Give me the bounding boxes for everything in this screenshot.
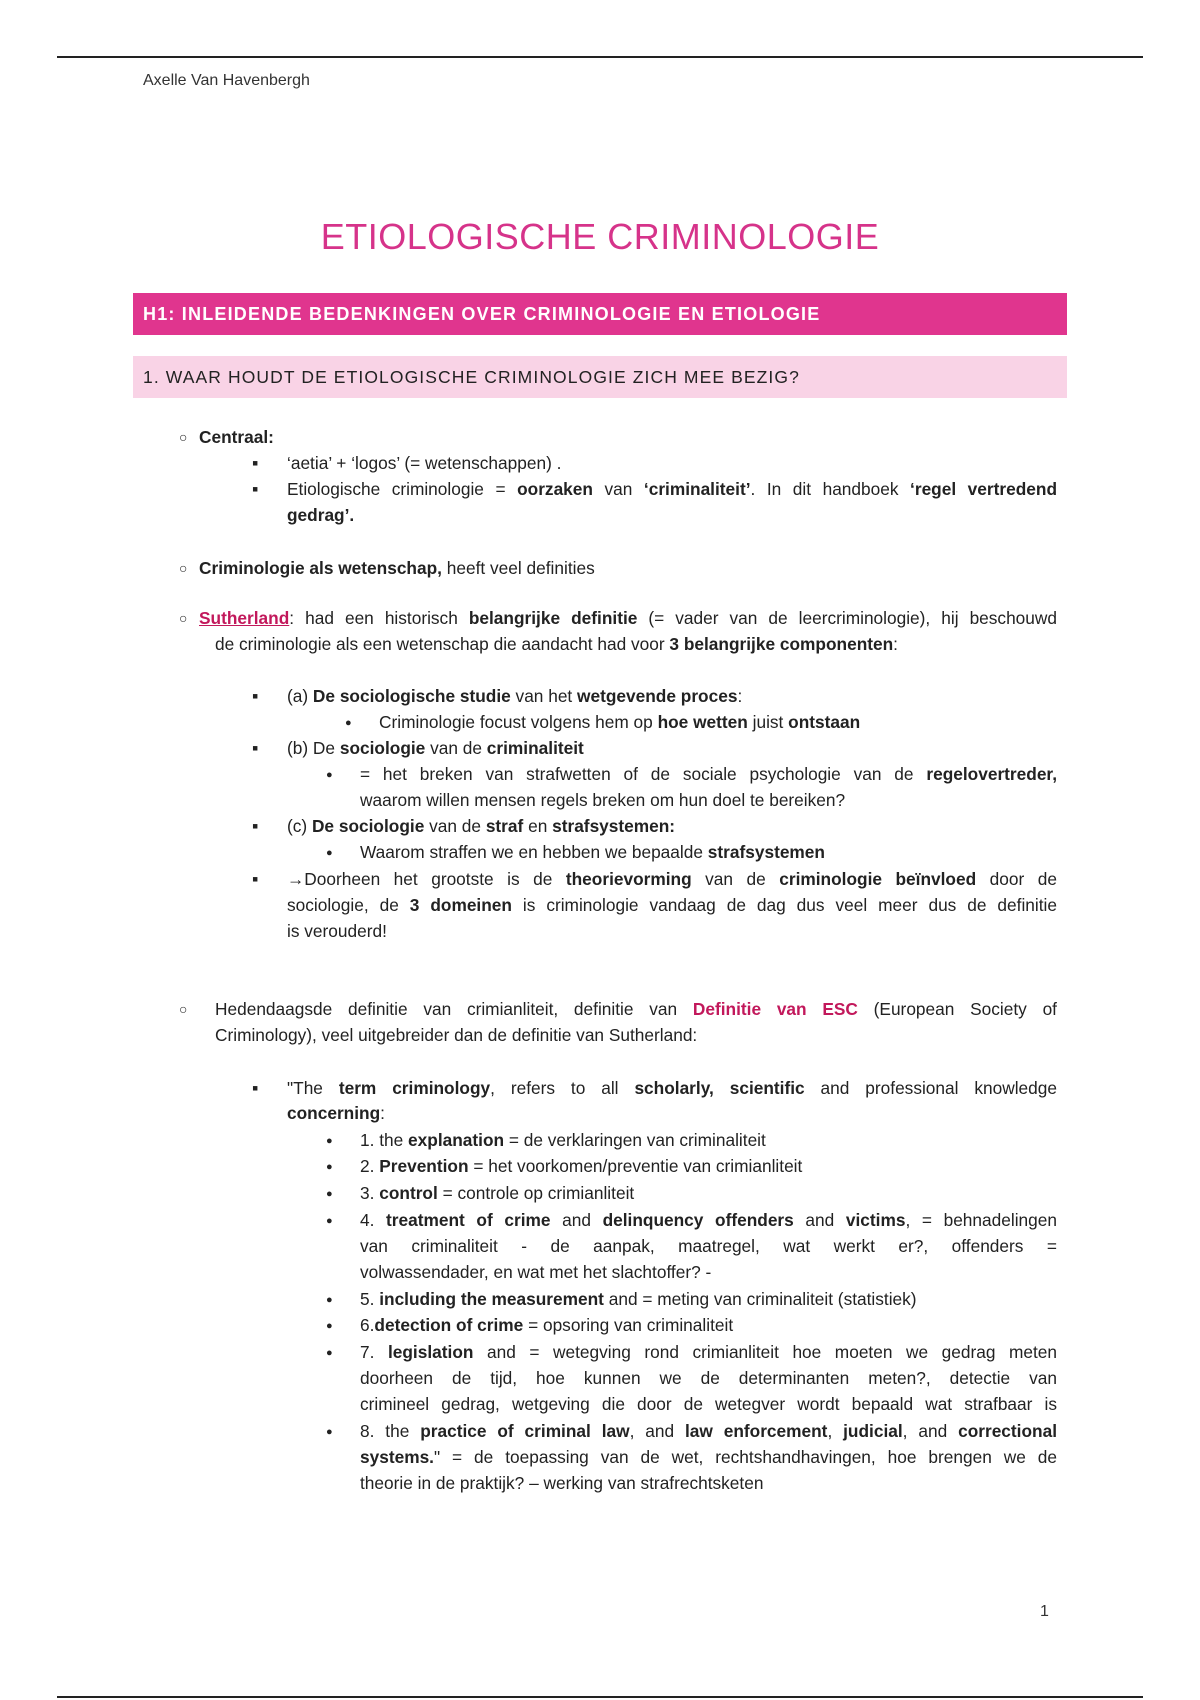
dot-bullet-icon bbox=[326, 1418, 333, 1445]
dot-bullet-icon bbox=[326, 1339, 333, 1366]
esc-item-4-cont-1: van criminaliteit - de aanpak, maatregel, wat werkt er?, offenders = bbox=[360, 1236, 1057, 1256]
esc-item-4: 4. treatment of crime and delinquency offenders and victims, = behnadelingen bbox=[360, 1210, 1057, 1230]
wetenschap-line: Criminologie als wetenschap, heeft veel definities bbox=[199, 558, 595, 578]
dot-bullet-icon bbox=[326, 1286, 333, 1313]
square-bullet-icon bbox=[252, 476, 258, 504]
component-c-sub: Waarom straffen we en hebben we bepaalde strafsystemen bbox=[360, 842, 825, 862]
esc-quote-line-2: concerning: bbox=[287, 1103, 385, 1123]
square-bullet-icon bbox=[252, 683, 258, 711]
component-b-sub-2: waarom willen mensen regels breken om hun doel te bereiken? bbox=[360, 790, 846, 810]
centraal-bullet-2: Etiologische criminologie = oorzaken van ‘criminaliteit’. In dit handboek ‘regel vertredend bbox=[287, 479, 1058, 499]
esc-item-3: 3. control = controle op crimianliteit bbox=[360, 1183, 635, 1203]
circle-bullet-icon bbox=[179, 996, 187, 1023]
dot-bullet-icon bbox=[326, 1180, 333, 1207]
esc-item-7-cont-2: crimineel gedrag, wetgeving die door de wetegver wordt bepaald wat strafbaar is bbox=[360, 1394, 1057, 1414]
dot-bullet-icon bbox=[326, 839, 333, 866]
dot-bullet-icon bbox=[345, 709, 352, 736]
circle-bullet-icon bbox=[179, 424, 187, 451]
dot-bullet-icon bbox=[326, 1312, 333, 1339]
component-c: (c) De sociologie van de straf en strafsystemen: bbox=[287, 816, 676, 836]
centraal-label: Centraal: bbox=[199, 427, 274, 447]
esc-item-6: 6.detection of crime = opsoring van criminaliteit bbox=[360, 1315, 734, 1335]
heading-2: 1. WAAR HOUDT DE ETIOLOGISCHE CRIMINOLOGIE ZICH MEE BEZIG? bbox=[133, 356, 1067, 398]
component-a-sub: Criminologie focust volgens hem op hoe wetten juist ontstaan bbox=[379, 712, 861, 732]
header-rule bbox=[57, 56, 1143, 58]
square-bullet-icon bbox=[252, 813, 258, 841]
sutherland-line-2: de criminologie als een wetenschap die aandacht had voor 3 belangrijke componenten: bbox=[215, 634, 898, 654]
component-b-sub-1: = het breken van strafwetten of de sociale psychologie van de regelovertreder, bbox=[360, 764, 1057, 784]
footer-rule bbox=[57, 1696, 1143, 1698]
dot-bullet-icon bbox=[326, 1153, 333, 1180]
circle-bullet-icon bbox=[179, 605, 187, 632]
centraal-bullet-1: ‘aetia’ + ‘logos’ (= wetenschappen) . bbox=[287, 453, 562, 473]
sutherland-link[interactable]: Sutherland bbox=[199, 608, 290, 628]
square-bullet-icon bbox=[252, 866, 258, 894]
esc-line-2: Criminology), veel uitgebreider dan de definitie van Sutherland: bbox=[215, 1025, 698, 1045]
conclusion-line-3: is verouderd! bbox=[287, 921, 387, 941]
dot-bullet-icon bbox=[326, 1127, 333, 1154]
esc-item-2: 2. Prevention = het voorkomen/preventie van crimianliteit bbox=[360, 1156, 803, 1176]
esc-line-1: Hedendaagsde definitie van crimianliteit, definitie van Definitie van ESC (European Society of bbox=[215, 999, 1057, 1019]
centraal-bullet-2-cont: gedrag’. bbox=[287, 505, 355, 525]
esc-item-7: 7. legislation and = wetegving rond crimianliteit hoe moeten we gedrag meten bbox=[360, 1342, 1058, 1362]
square-bullet-icon bbox=[252, 450, 258, 478]
conclusion-line-1: →Doorheen het grootste is de theorievorming van de criminologie beïnvloed door de bbox=[287, 869, 1057, 889]
esc-item-5: 5. including the measurement and = meting van criminaliteit (statistiek) bbox=[360, 1289, 917, 1309]
esc-item-8-cont-1: systems." = de toepassing van de wet, rechtshandhavingen, hoe brengen we de bbox=[360, 1447, 1057, 1467]
dot-bullet-icon bbox=[326, 761, 333, 788]
author-name: Axelle Van Havenbergh bbox=[143, 72, 310, 89]
esc-item-4-cont-2: volwassendader, en wat met het slachtoffer? - bbox=[360, 1262, 712, 1282]
circle-bullet-icon bbox=[179, 555, 187, 582]
heading-1: H1: INLEIDENDE BEDENKINGEN OVER CRIMINOLOGIE EN ETIOLOGIE bbox=[133, 293, 1067, 335]
esc-item-8-cont-2: theorie in de praktijk? – werking van strafrechtsketen bbox=[360, 1473, 764, 1493]
square-bullet-icon bbox=[252, 735, 258, 763]
esc-quote-line-1: "The term criminology, refers to all scholarly, scientific and professional knowledge bbox=[287, 1078, 1058, 1098]
sutherland-line-1: Sutherland: had een historisch belangrijke definitie (= vader van de leercriminologie), hij beschouwd bbox=[199, 608, 1057, 628]
square-bullet-icon bbox=[252, 1075, 258, 1103]
esc-item-8: 8. the practice of criminal law, and law enforcement, judicial, and correctional bbox=[360, 1421, 1057, 1441]
component-a: (a) De sociologische studie van het wetgevende proces: bbox=[287, 686, 743, 706]
conclusion-line-2: sociologie, de 3 domeinen is criminologie vandaag de dag dus veel meer dus de definitie bbox=[287, 895, 1057, 915]
document-title: ETIOLOGISCHE CRIMINOLOGIE bbox=[320, 216, 880, 257]
esc-item-1: 1. the explanation = de verklaringen van criminaliteit bbox=[360, 1130, 766, 1150]
dot-bullet-icon bbox=[326, 1207, 333, 1234]
component-b: (b) De sociologie van de criminaliteit bbox=[287, 738, 584, 758]
esc-item-7-cont-1: doorheen de tijd, hoe kunnen we de determinanten meten?, detectie van bbox=[360, 1368, 1057, 1388]
page-number: 1 bbox=[1040, 1603, 1049, 1620]
